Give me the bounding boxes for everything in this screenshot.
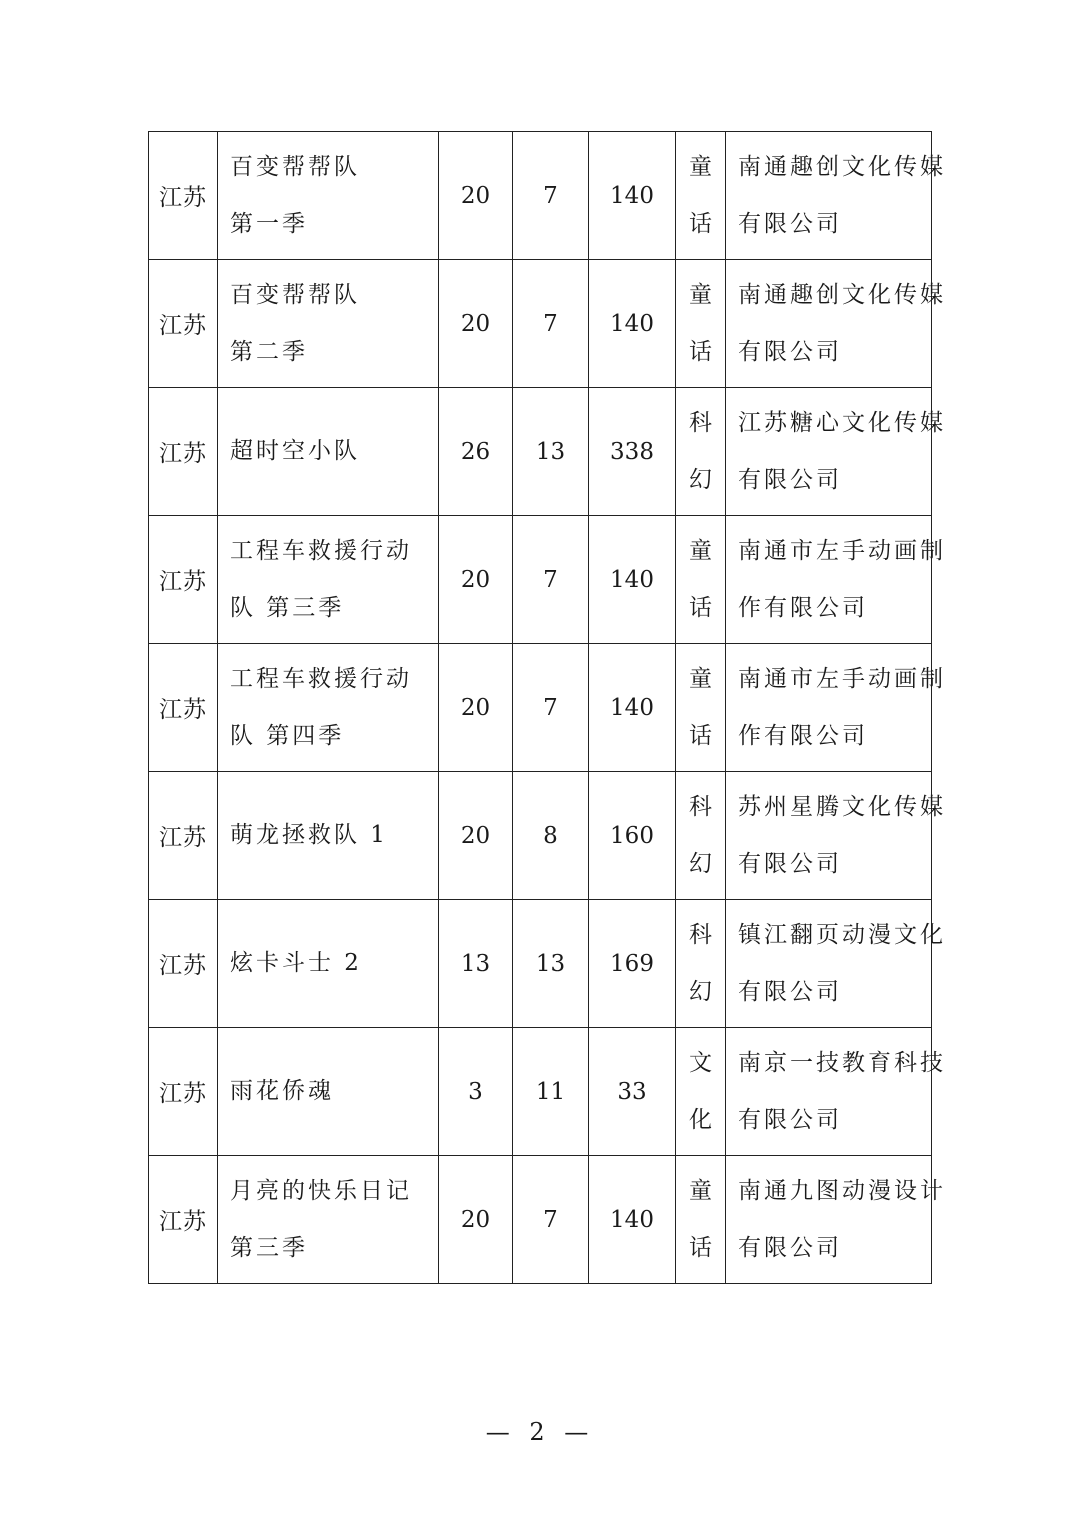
minutes-cell: 7 [513, 516, 589, 644]
table-row [149, 1028, 932, 1156]
company-cell [726, 388, 946, 516]
total-minutes-cell: 140 [589, 644, 676, 772]
province-cell: 江苏 [149, 772, 218, 900]
episodes-cell: 20 [439, 132, 513, 260]
total-minutes-cell: 33 [589, 1028, 676, 1156]
genre-cell: 童 话 [676, 132, 726, 260]
minutes-cell: 8 [513, 772, 589, 900]
company-line: 南通市左手动画制 [738, 665, 946, 692]
title-cell [218, 644, 439, 772]
province-cell: 江苏 [149, 260, 218, 388]
title-line: 炫卡斗士 2 [230, 950, 362, 976]
minutes-cell: 7 [513, 132, 589, 260]
company-line: 有限公司 [738, 210, 842, 237]
episodes-cell: 3 [439, 1028, 513, 1156]
company-line: 有限公司 [738, 1106, 842, 1133]
province-cell: 江苏 [149, 516, 218, 644]
title-line: 百变帮帮队 [230, 153, 360, 180]
title-cell [218, 260, 439, 388]
title-line: 队 第四季 [230, 722, 345, 749]
episodes-cell: 26 [439, 388, 513, 516]
title-cell [218, 772, 439, 900]
minutes-cell: 7 [513, 1156, 589, 1284]
company-cell [726, 260, 946, 388]
episodes-cell: 20 [439, 644, 513, 772]
province-cell: 江苏 [149, 644, 218, 772]
company-line: 江苏糖心文化传媒 [738, 409, 946, 436]
province-cell: 江苏 [149, 900, 218, 1028]
episodes-cell: 20 [439, 260, 513, 388]
title-line: 第一季 [230, 210, 308, 237]
company-cell [726, 772, 946, 900]
title-cell [218, 516, 439, 644]
province-cell: 江苏 [149, 1156, 218, 1284]
table-row [149, 900, 932, 1028]
title-cell [218, 1028, 439, 1156]
title-line: 工程车救援行动 [230, 537, 412, 564]
table-row [149, 260, 932, 388]
total-minutes-cell: 169 [589, 900, 676, 1028]
total-minutes-cell: 140 [589, 516, 676, 644]
title-line: 月亮的快乐日记 [230, 1177, 412, 1204]
company-line: 有限公司 [738, 338, 842, 365]
title-line: 队 第三季 [230, 594, 345, 621]
total-minutes-cell: 140 [589, 1156, 676, 1284]
minutes-cell: 13 [513, 900, 589, 1028]
minutes-cell: 13 [513, 388, 589, 516]
title-cell [218, 388, 439, 516]
company-line: 作有限公司 [738, 722, 868, 749]
title-cell [218, 900, 439, 1028]
table-row [149, 1156, 932, 1284]
genre-cell: 文 化 [676, 1028, 726, 1156]
total-minutes-cell: 140 [589, 260, 676, 388]
company-line: 作有限公司 [738, 594, 868, 621]
company-line: 镇江翻页动漫文化 [738, 921, 946, 948]
episodes-cell: 20 [439, 772, 513, 900]
genre-cell: 童 话 [676, 1156, 726, 1284]
table-row [149, 388, 932, 516]
company-cell [726, 132, 946, 260]
title-cell [218, 1156, 439, 1284]
episodes-cell: 20 [439, 516, 513, 644]
table-row [149, 772, 932, 900]
total-minutes-cell: 160 [589, 772, 676, 900]
title-line: 工程车救援行动 [230, 665, 412, 692]
title-line: 超时空小队 [230, 438, 360, 464]
episodes-cell: 20 [439, 1156, 513, 1284]
company-line: 南通市左手动画制 [738, 537, 946, 564]
company-cell [726, 644, 946, 772]
company-cell [726, 1156, 946, 1284]
genre-cell: 童 话 [676, 516, 726, 644]
company-cell [726, 1028, 946, 1156]
company-line: 有限公司 [738, 1234, 842, 1261]
province-cell: 江苏 [149, 1028, 218, 1156]
title-line: 萌龙拯救队 1 [230, 822, 388, 848]
title-line: 第二季 [230, 338, 308, 365]
company-line: 南通九图动漫设计 [738, 1177, 946, 1204]
province-cell: 江苏 [149, 388, 218, 516]
province-cell: 江苏 [149, 132, 218, 260]
company-cell [726, 516, 946, 644]
table-row [149, 132, 932, 260]
total-minutes-cell: 338 [589, 388, 676, 516]
minutes-cell: 11 [513, 1028, 589, 1156]
company-line: 南京一技教育科技 [738, 1049, 946, 1076]
company-line: 有限公司 [738, 466, 842, 493]
table-row [149, 644, 932, 772]
genre-cell: 童 话 [676, 260, 726, 388]
company-line: 南通趣创文化传媒 [738, 153, 946, 180]
genre-cell: 科 幻 [676, 772, 726, 900]
total-minutes-cell: 140 [589, 132, 676, 260]
title-line: 第三季 [230, 1234, 308, 1261]
genre-cell: 科 幻 [676, 900, 726, 1028]
table-row [149, 516, 932, 644]
title-cell [218, 132, 439, 260]
genre-cell: 童 话 [676, 644, 726, 772]
title-line: 百变帮帮队 [230, 281, 360, 308]
company-cell [726, 900, 946, 1028]
company-line: 有限公司 [738, 850, 842, 877]
genre-cell: 科 幻 [676, 388, 726, 516]
company-line: 南通趣创文化传媒 [738, 281, 946, 308]
page-number: — 2 — [485, 1418, 595, 1446]
company-line: 苏州星腾文化传媒 [738, 793, 946, 820]
episodes-cell: 13 [439, 900, 513, 1028]
minutes-cell: 7 [513, 260, 589, 388]
minutes-cell: 7 [513, 644, 589, 772]
title-line: 雨花侨魂 [230, 1078, 334, 1104]
animation-list-table [148, 131, 946, 1284]
company-line: 有限公司 [738, 978, 842, 1005]
